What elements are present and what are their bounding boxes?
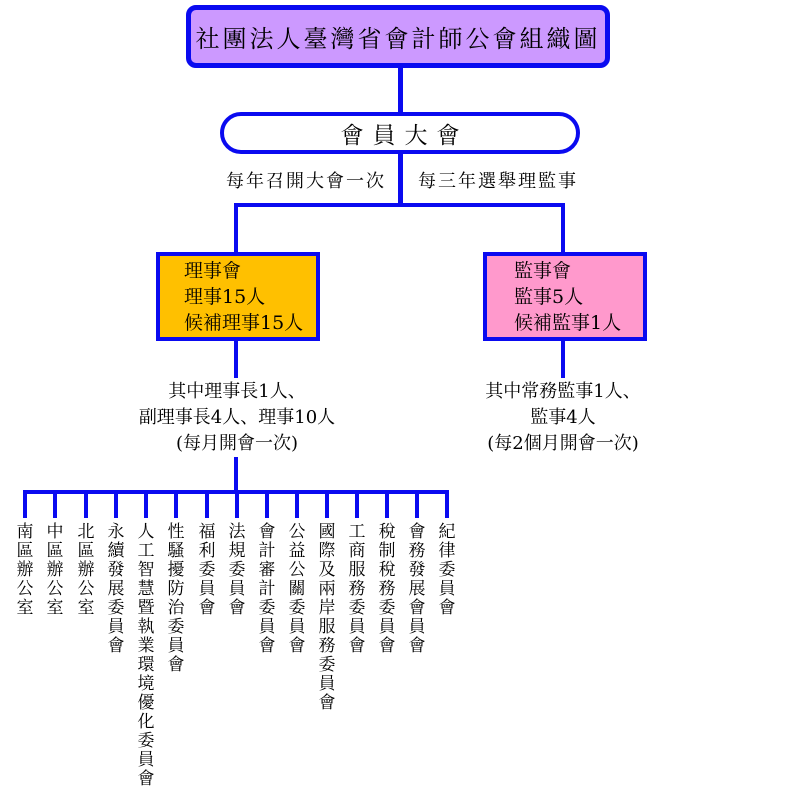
unit-drop-line [355, 490, 359, 518]
supervisors-detail [423, 379, 703, 457]
unit-label: 福利委員會 [198, 522, 216, 618]
unit-drop-line [205, 490, 209, 518]
unit-drop-line [144, 490, 148, 518]
unit-drop-line [415, 490, 419, 518]
unit-industry-commerce-service-committee [347, 490, 367, 656]
unit-south-office [15, 490, 35, 618]
drop-to-board [234, 203, 238, 252]
supervisors-alternates: 候補監事1人 [514, 311, 622, 334]
supervisors-box [483, 252, 647, 341]
chart-title-box [186, 5, 610, 68]
unit-international-cross-strait-committee [317, 490, 337, 713]
board-detail [97, 379, 377, 457]
unit-label: 稅制稅務委員會 [378, 522, 396, 656]
unit-drop-line [114, 490, 118, 518]
board-members: 理事15人 [184, 285, 266, 308]
note-annual-meeting: 每年召開大會一次 [226, 171, 386, 192]
board-alternates: 候補理事15人 [184, 311, 304, 334]
supervisors-detail-line1: 其中常務監事1人、 [485, 381, 641, 402]
board-detail-line1: 其中理事長1人、 [168, 381, 306, 402]
unit-sustainability-committee [106, 490, 126, 656]
unit-accounting-audit-committee [257, 490, 277, 656]
board-detail-line2: 副理事長4人、理事10人 [138, 407, 336, 428]
unit-label: 北區辦公室 [77, 522, 95, 618]
drop-to-supervisors [561, 203, 565, 252]
unit-drop-line [174, 490, 178, 518]
unit-tax-system-committee [377, 490, 397, 656]
unit-drop-line [84, 490, 88, 518]
connector-title-assembly [398, 68, 403, 113]
unit-label: 中區辦公室 [46, 522, 64, 618]
board-detail-line3: (每月開會一次) [175, 433, 299, 454]
unit-label: 公益公關委員會 [288, 522, 306, 656]
unit-drop-line [295, 490, 299, 518]
unit-regulations-committee [227, 490, 247, 618]
unit-drop-line [23, 490, 27, 518]
unit-label: 永續發展委員會 [107, 522, 125, 656]
unit-north-office [76, 490, 96, 618]
unit-drop-line [445, 490, 449, 518]
unit-drop-line [53, 490, 57, 518]
board-name: 理事會 [184, 259, 242, 282]
unit-drop-line [325, 490, 329, 518]
supervisors-detail-line3: (每2個月開會一次) [487, 433, 639, 454]
unit-label: 紀律委員會 [438, 522, 456, 618]
unit-drop-line [385, 490, 389, 518]
unit-association-development-committee [407, 490, 427, 656]
unit-central-office [45, 490, 65, 618]
board-drop-upper [234, 341, 238, 378]
assembly-node [220, 112, 580, 154]
board-drop-lower [234, 457, 238, 490]
assembly-label: 會員大會 [340, 122, 469, 149]
unit-label: 法規委員會 [228, 522, 246, 618]
unit-harassment-prevention-committee [166, 490, 186, 675]
unit-label: 會計審計委員會 [258, 522, 276, 656]
unit-label: 工商服務委員會 [348, 522, 366, 656]
unit-label: 人工智慧暨執業環境優化委員會 [137, 522, 155, 789]
unit-discipline-committee [437, 490, 457, 618]
unit-label: 會務發展會員會 [408, 522, 426, 656]
unit-drop-line [265, 490, 269, 518]
supervisors-members: 監事5人 [514, 285, 584, 308]
connector-assembly-split [398, 154, 403, 207]
unit-label: 性騷擾防治委員會 [167, 522, 185, 675]
unit-label: 國際及兩岸服務委員會 [318, 522, 336, 713]
supervisors-detail-line2: 監事4人 [530, 407, 596, 428]
note-election: 每三年選舉理監事 [418, 171, 578, 192]
unit-public-welfare-pr-committee [287, 490, 307, 656]
board-box [156, 252, 320, 341]
unit-label: 南區辦公室 [16, 522, 34, 618]
unit-welfare-committee [197, 490, 217, 618]
unit-ai-environment-committee [136, 490, 156, 789]
split-bar [234, 203, 565, 207]
unit-drop-line [235, 490, 239, 518]
supervisors-name: 監事會 [514, 259, 572, 282]
supervisors-drop [561, 341, 565, 378]
chart-title: 社團法人臺灣省會計師公會組織圖 [195, 25, 601, 53]
